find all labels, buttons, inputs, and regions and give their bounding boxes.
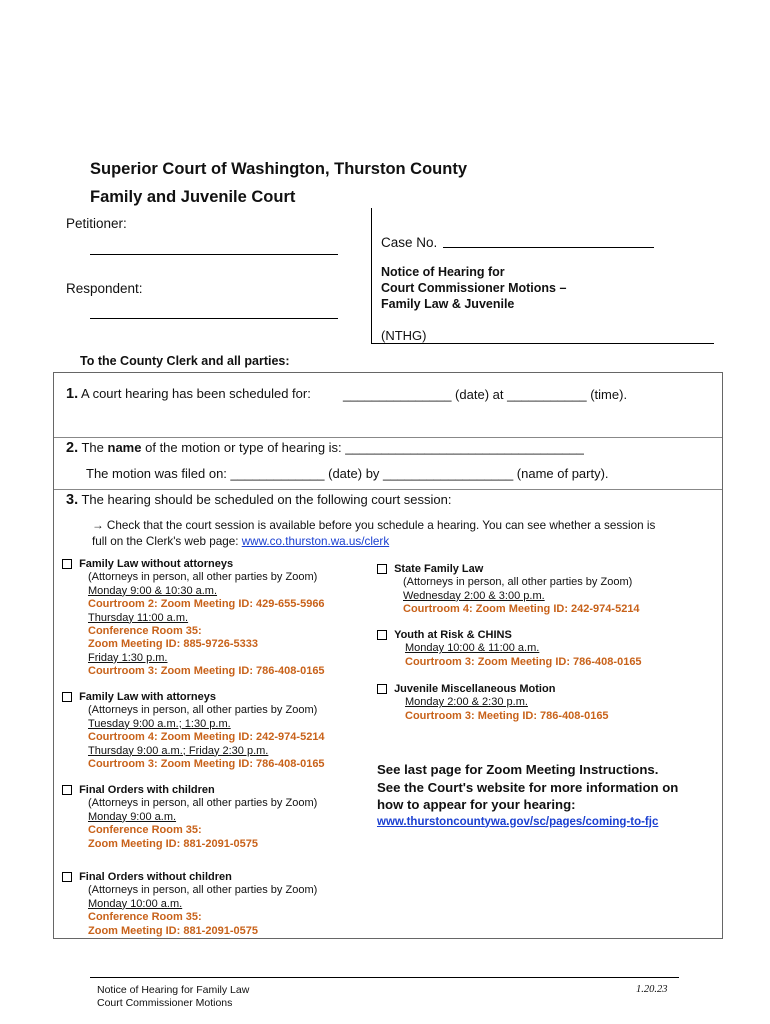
session-final-orders-without-children: Final Orders without children (Attorneys in person, all other parties by Zoom) Monday 10:00 a.m. Conference Room 35: Zoom Meeting ID: 881-2091-0575 [62,871,317,938]
petitioner-name-field[interactable] [90,254,338,255]
hearing-date-time-field[interactable]: _______________ (date) at ___________ (time). [343,387,628,402]
document-title: Notice of Hearing for Court Commissioner Motions – Family Law & Juvenile [381,265,567,311]
respondent-name-field[interactable] [90,318,338,319]
section-2: 2. The name of the motion or type of hearing is: _________________________________ [66,440,584,456]
session-details: (Attorneys in person, all other parties by Zoom) Wednesday 2:00 & 3:00 p.m. Courtroom 4: Zoom Meeting ID: 242-974-5214 [403,576,640,616]
session-note: → Check that the court session is available before you schedule a hearing. You can see whether a session is full on the Clerk's web page: www.co.thurston.wa.us/clerk [92,519,656,548]
respondent-label: Respondent: [66,281,143,296]
court-website-link[interactable]: www.thurstoncountywa.gov/sc/pages/coming-to-fjc [377,815,659,828]
checkbox-family-law-without-attorneys[interactable] [62,559,72,569]
checkbox-state-family-law[interactable] [377,564,387,574]
session-details: (Attorneys in person, all other parties by Zoom) Monday 9:00 & 10:30 a.m. Courtroom 2: Zoom Meeting ID: 429-655-5966 Thursday 11:00 a.m. Conference Room 35: Zoom Meeting ID: 885-9726-5333 Friday 1:30 p.m. Courtroom 3: Zoom Meeting ID: 786-408-0165 [88,571,325,678]
session-juvenile-misc-motion: Juvenile Miscellaneous Motion Monday 2:00 & 2:30 p.m. Courtroom 3: Meeting ID: 786-408-0165 [377,683,609,723]
motion-filed-line[interactable]: The motion was filed on: _____________ (date) by __________________ (name of party). [86,466,609,481]
session-final-orders-with-children: Final Orders with children (Attorneys in person, all other parties by Zoom) Monday 9:00 a.m. Conference Room 35: Zoom Meeting ID: 881-2091-0575 [62,784,317,851]
session-state-family-law: State Family Law (Attorneys in person, all other parties by Zoom) Wednesday 2:00 & 3:00 p.m. Courtroom 4: Zoom Meeting ID: 242-974-5214 [377,563,640,617]
motion-name-field[interactable]: of the motion or type of hearing is: _________________________________ [145,440,584,455]
caption-bottom-rule [371,343,714,344]
session-family-law-with-attorneys: Family Law with attorneys (Attorneys in person, all other parties by Zoom) Tuesday 9:00 a.m.; 1:30 p.m. Courtroom 4: Zoom Meeting ID: 242-974-5214 Thursday 9:00 a.m.; Friday 2:30 p.m. Courtroom 3: Zoom Meeting ID: 786-408-0165 [62,691,325,771]
session-details: (Attorneys in person, all other parties by Zoom) Tuesday 9:00 a.m.; 1:30 p.m. Courtroom 4: Zoom Meeting ID: 242-974-5214 Thursday 9:00 a.m.; Friday 2:30 p.m. Courtroom 3: Zoom Meeting ID: 786-408-0165 [88,704,325,771]
checkbox-youth-at-risk-chins[interactable] [377,630,387,640]
document-code: (NTHG) [381,328,427,343]
clerk-link[interactable]: www.co.thurston.wa.us/clerk [241,535,390,548]
checkbox-final-orders-without-children[interactable] [62,872,72,882]
section-1: 1. A court hearing has been scheduled for: [66,386,311,402]
footer-version: 1.20.23 [636,984,668,995]
zoom-info: See last page for Zoom Meeting Instructions. See the Court's website for more information on how to appear for your hearing: www.thurstoncountywa.gov/sc/pages/coming-to-fjc [377,761,678,831]
court-title: Superior Court of Washington, Thurston County [90,160,468,178]
section-divider-2 [54,489,722,490]
caption-divider [371,208,372,344]
to-line: To the County Clerk and all parties: [80,354,290,368]
session-details: Monday 10:00 & 11:00 a.m. Courtroom 3: Zoom Meeting ID: 786-408-0165 [405,642,642,668]
division-title: Family and Juvenile Court [90,188,296,206]
section-divider-1 [54,437,722,438]
session-youth-at-risk-chins: Youth at Risk & CHINS Monday 10:00 & 11:00 a.m. Courtroom 3: Zoom Meeting ID: 786-408-0165 [377,629,642,669]
petitioner-label: Petitioner: [66,216,127,231]
footer-title: Notice of Hearing for Family Law Court Commissioner Motions [97,984,250,1009]
checkbox-juvenile-misc-motion[interactable] [377,684,387,694]
session-family-law-without-attorneys: Family Law without attorneys (Attorneys in person, all other parties by Zoom) Monday 9:00 & 10:30 a.m. Courtroom 2: Zoom Meeting ID: 429-655-5966 Thursday 11:00 a.m. Conference Room 35: Zoom Meeting ID: 885-9726-5333 Friday 1:30 p.m. Courtroom 3: Zoom Meeting ID: 786-408-0165 [62,558,325,679]
session-details: (Attorneys in person, all other parties by Zoom) Monday 9:00 a.m. Conference Room 35: Zoom Meeting ID: 881-2091-0575 [88,797,318,850]
case-no-field[interactable] [443,247,654,248]
checkbox-final-orders-with-children[interactable] [62,785,72,795]
checkbox-family-law-with-attorneys[interactable] [62,692,72,702]
session-details: Monday 2:00 & 2:30 p.m. Courtroom 3: Meeting ID: 786-408-0165 [405,696,609,722]
session-details: (Attorneys in person, all other parties by Zoom) Monday 10:00 a.m. Conference Room 35: Zoom Meeting ID: 881-2091-0575 [88,884,318,937]
section-3: 3. The hearing should be scheduled on the following court session: [66,492,452,508]
case-no-label: Case No. [381,235,438,250]
footer-rule [90,977,679,978]
